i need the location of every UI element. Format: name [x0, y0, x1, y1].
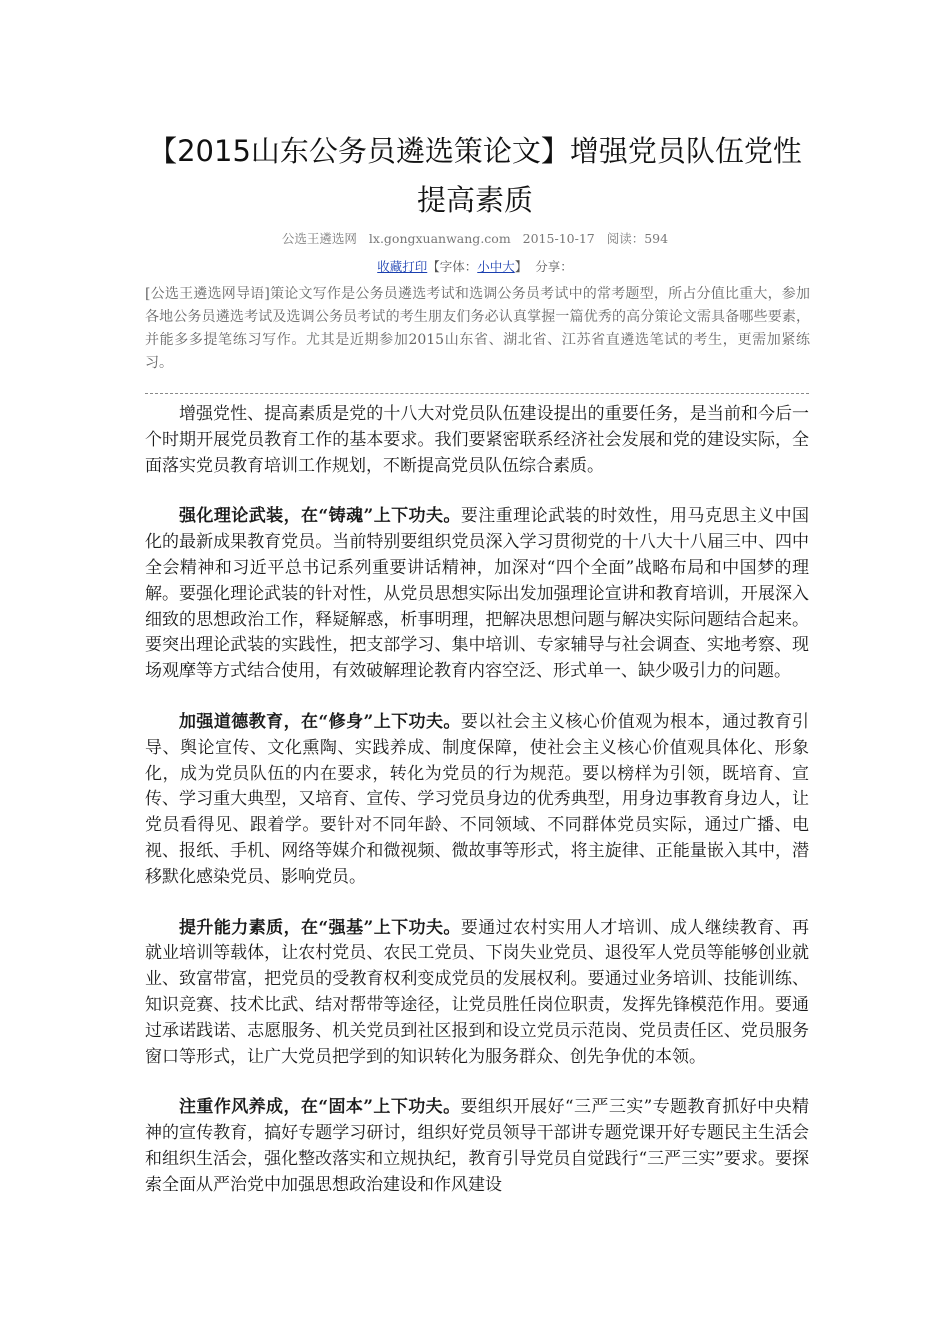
body-paragraph: [145, 916, 809, 1071]
body-paragraph: [145, 402, 809, 479]
meta-date: 2015-10-17: [522, 231, 595, 246]
favorite-print-link[interactable]: 收藏打印: [377, 259, 428, 274]
paragraph-text: 要组织开展好“三严三实”专题教育抓好中央精神的宣传教育，搞好专题学习研讨，组织好党员领导干部讲专题党课开好专题民主生活会和组织生活会，强化整改落实和立规执纪，教育引导党员自觉践行“三严三实”要求。要探索全面从严治党中加强思想政治建设和作风建设: [145, 1097, 809, 1195]
article-body: [145, 402, 809, 1224]
meta-reads: 阅读：594: [606, 231, 669, 246]
article-title: 【2015山东公务员遴选策论文】增强党员队伍党性提高素质: [148, 134, 802, 217]
article-actions: [140, 257, 810, 275]
section-divider: [145, 393, 809, 394]
body-paragraph: [145, 1095, 809, 1198]
paragraph-text: 增强党性、提高素质是党的十八大对党员队伍建设提出的重要任务，是当前和今后一个时期开展党员教育工作的基本要求。我们要紧密联系经济社会发展和党的建设实际，全面落实党员教育培训工作规划，不断提高党员队伍综合素质。: [145, 404, 809, 476]
font-label-suffix: 】: [514, 259, 528, 274]
paragraph-text: 要以社会主义核心价值观为根本，通过教育引导、舆论宣传、文化熏陶、实践养成、制度保障，使社会主义核心价值观具体化、形象化，成为党员队伍的内在要求，转化为党员的行为规范。要以榜样为引领，既培育、宣传、学习重大典型，又培育、宣传、学习党员身边的优秀典型，用身边事教育身边人，让党员看得见、跟着学。要针对不同年龄、不同领域、不同群体党员实际，通过广播、电视、报纸、手机、网络等媒介和微视频、微故事等形式，将主旋律、正能量嵌入其中，潜移默化感染党员、影响党员。: [145, 711, 810, 887]
font-size-link[interactable]: 小中大: [477, 259, 515, 274]
body-paragraph: [145, 710, 809, 891]
share-label: 分享：: [535, 259, 573, 274]
paragraph-heading: 加强道德教育，在“修身”上下功夫。: [179, 711, 461, 732]
article-lead: [公选王遴选网导语]策论文写作是公务员遴选考试和选调公务员考试中的常考题型，所占分值比重大，参加各地公务员遴选考试及选调公务员考试的考生朋友们务必认真掌握一篇优秀的高分策论文需具备哪些要素，并能多多提笔练习写作。尤其是近期参加2015山东省、湖北省、江苏省直遴选笔试的考生，更需加紧练习。: [145, 286, 810, 371]
article-meta: [140, 229, 810, 247]
body-paragraph: [145, 504, 809, 685]
paragraph-text: 要注重理论武装的时效性，用马克思主义中国化的最新成果教育党员。当前特别要组织党员深入学习贯彻党的十八大十八届三中、四中全会精神和习近平总书记系列重要讲话精神，加深对“四个全面”战略布局和中国梦的理解。要强化理论武装的针对性，从党员思想实际出发加强理论宣讲和教育培训，开展深入细致的思想政治工作，释疑解惑，析事明理，把解决思想问题与解决实际问题结合起来。要突出理论武装的实践性，把支部学习、集中培训、专家辅导与社会调查、实地考察、现场观摩等方式结合使用，有效破解理论教育内容空泛、形式单一、缺少吸引力的问题。: [145, 506, 810, 682]
paragraph-text: 要通过农村实用人才培训、成人继续教育、再就业培训等载体，让农村党员、农民工党员、下岗失业党员、退役军人党员等能够创业就业、致富带富，把党员的受教育权利变成党员的发展权利。要通过业务培训、技能训练、知识竞赛、技术比武、结对帮带等途径，让党员胜任岗位职责，发挥先锋模范作用。要通过承诺践诺、志愿服务、机关党员到社区报到和设立党员示范岗、党员责任区、党员服务窗口等形式，让广大党员把学到的知识转化为服务群众、创先争优的本领。: [145, 917, 810, 1067]
paragraph-heading: 注重作风养成，在“固本”上下功夫。: [179, 1097, 461, 1118]
paragraph-heading: 提升能力素质，在“强基”上下功夫。: [179, 917, 461, 938]
meta-source: 公选王遴选网: [281, 231, 357, 246]
paragraph-heading: 强化理论武装，在“铸魂”上下功夫。: [179, 506, 461, 527]
font-label-prefix: 【字体：: [427, 259, 478, 274]
meta-site: lx.gongxuanwang.com: [368, 231, 511, 246]
